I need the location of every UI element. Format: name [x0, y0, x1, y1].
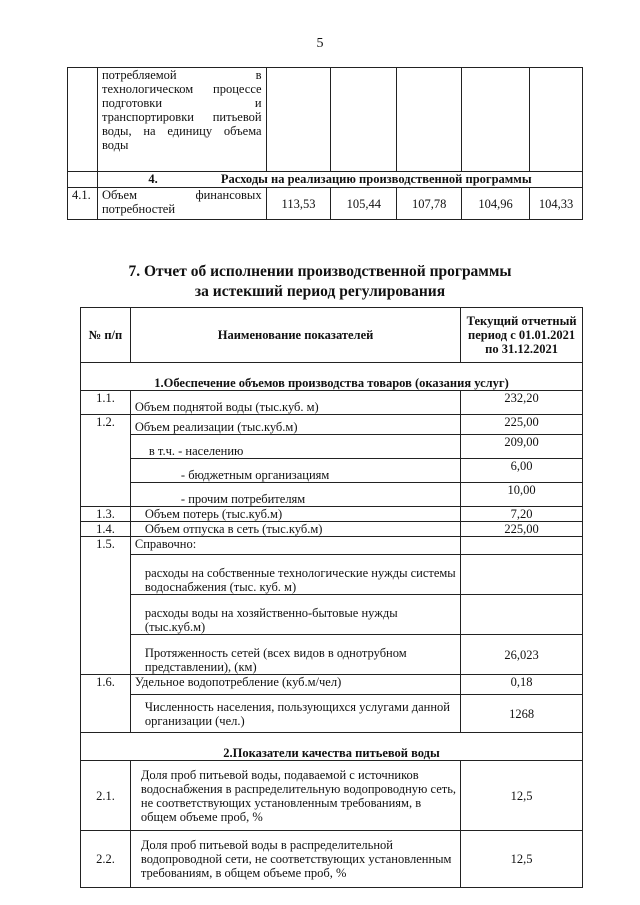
- row-name: Объем реализации (тыс.куб.м): [130, 415, 460, 435]
- table-row: [81, 435, 583, 459]
- row-num: 1.4.: [81, 522, 131, 537]
- value-cell: 105,44: [331, 188, 397, 220]
- row-value: 7,20: [461, 507, 583, 522]
- row-name: Удельное водопотребление (куб.м/чел): [130, 675, 460, 695]
- header-row: [81, 308, 583, 363]
- report-heading: [0, 262, 640, 302]
- section-1-title: 1.Обеспечение объемов производства товаров (оказания услуг): [81, 363, 583, 391]
- row-name: Объем отпуска в сеть (тыс.куб.м): [130, 522, 460, 537]
- value-cell: 104,96: [462, 188, 530, 220]
- header-period: Текущий отчетный период с 01.01.2021 по 31.12.2021: [461, 308, 583, 363]
- row-value: 12,5: [461, 831, 583, 888]
- value-cell: 107,78: [397, 188, 462, 220]
- row-num: 1.1.: [81, 391, 131, 415]
- row-name: - бюджетным организациям: [130, 459, 460, 483]
- table-row: [68, 188, 583, 220]
- row-name: - прочим потребителям: [130, 483, 460, 507]
- row-num: 1.3.: [81, 507, 131, 522]
- section-4-title: [97, 172, 582, 188]
- page-number: 5: [316, 36, 324, 51]
- section-row: [68, 172, 583, 188]
- table-row: [81, 415, 583, 435]
- row-num: 1.5.: [81, 537, 131, 675]
- row-name: Справочно:: [130, 537, 460, 555]
- header-num: № п/п: [81, 308, 131, 363]
- row-name: Объем поднятой воды (тыс.куб. м): [130, 391, 460, 415]
- row-value: 6,00: [461, 459, 583, 483]
- section-1-row: [81, 363, 583, 391]
- row-num: 2.1.: [81, 761, 131, 831]
- heading-line-2: за истекший период регулирования: [194, 283, 446, 300]
- row-value: 225,00: [461, 522, 583, 537]
- row-value: 10,00: [461, 483, 583, 507]
- table-row: [81, 555, 583, 595]
- section-2-row: [81, 733, 583, 761]
- row-value: 209,00: [461, 435, 583, 459]
- top-table: [67, 67, 583, 220]
- table-row: [81, 675, 583, 695]
- table-row: [81, 522, 583, 537]
- heading-line-1: 7. Отчет об исполнении производственной программы: [128, 263, 512, 280]
- row-name: Объем потерь (тыс.куб.м): [130, 507, 460, 522]
- row-value: 26,023: [461, 635, 583, 675]
- section-4-num: 4.: [148, 172, 158, 186]
- header-name: Наименование показателей: [130, 308, 460, 363]
- row-value: 12,5: [461, 761, 583, 831]
- row-value: [461, 537, 583, 555]
- table-row: [81, 483, 583, 507]
- value-cell: 104,33: [530, 188, 583, 220]
- table-row: [81, 391, 583, 415]
- table-row: [81, 635, 583, 675]
- row-name: расходы воды на хозяйственно-бытовые нужды (тыс.куб.м): [130, 595, 460, 635]
- report-table: [80, 307, 583, 888]
- row-name: Доля проб питьевой воды в распределительной водопроводной сети, не соответствующих установленным требованиям, в общем объеме проб, %: [130, 831, 460, 888]
- section-4-text: Расходы на реализацию производственной программы: [220, 172, 532, 186]
- row-name: Доля проб питьевой воды, подаваемой с источников водоснабжения в распределительную водопроводную сеть, не соответствующих установленным требованиям, в общем объеме проб, %: [130, 761, 460, 831]
- table-row: [81, 831, 583, 888]
- table-row: [81, 761, 583, 831]
- row-value: [461, 595, 583, 635]
- row-name: Протяженность сетей (всех видов в однотрубном представлении), (км): [130, 635, 460, 675]
- row-value: 232,20: [461, 391, 583, 415]
- row-value: 1268: [461, 695, 583, 733]
- table-row: [81, 595, 583, 635]
- row-value: 225,00: [461, 415, 583, 435]
- row-name: Численность населения, пользующихся услугами данной организации (чел.): [130, 695, 460, 733]
- section-2-title: 2.Показатели качества питьевой воды: [81, 733, 583, 761]
- table-row: [81, 507, 583, 522]
- row-label: Объем финансовых потребностей: [97, 188, 266, 220]
- row-value: 0,18: [461, 675, 583, 695]
- row-num: 2.2.: [81, 831, 131, 888]
- table-row: [81, 695, 583, 733]
- row-value: [461, 555, 583, 595]
- row-num: 1.6.: [81, 675, 131, 733]
- continued-row: [68, 68, 583, 172]
- row-name: расходы на собственные технологические нужды системы водоснабжения (тыс. куб. м): [130, 555, 460, 595]
- table-row: [81, 459, 583, 483]
- continued-text: потребляемой в технологическом процессе подготовки и транспортировки питьевой воды, на единицу объема воды: [97, 68, 266, 172]
- row-name: в т.ч. - населению: [130, 435, 460, 459]
- row-num: 4.1.: [68, 188, 98, 220]
- table-row: [81, 537, 583, 555]
- value-cell: 113,53: [266, 188, 331, 220]
- row-num: 1.2.: [81, 415, 131, 507]
